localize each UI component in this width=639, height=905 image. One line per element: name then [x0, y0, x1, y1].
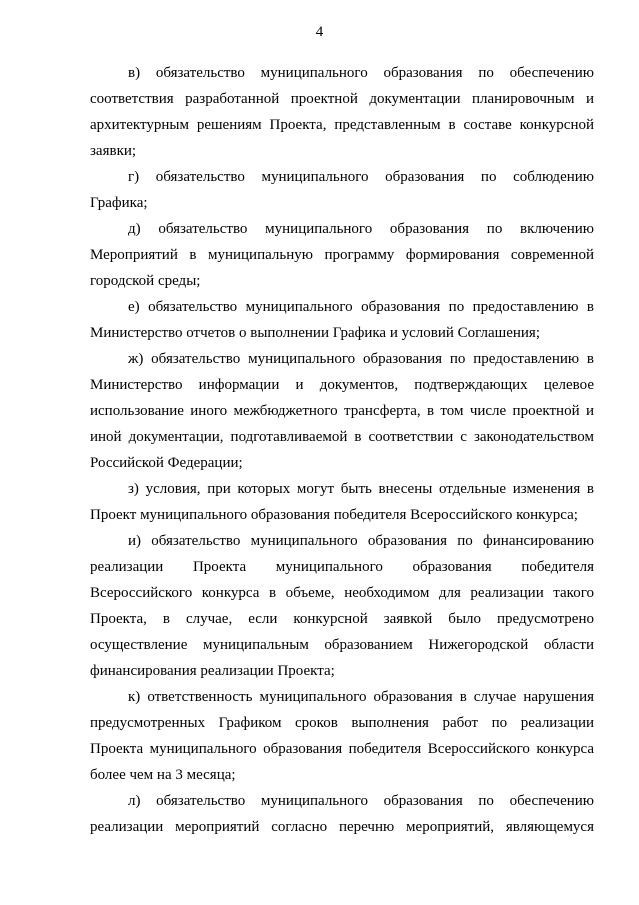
- text-line: к) ответственность муниципального образования в случае нарушения: [128, 689, 594, 705]
- text-line: архитектурным решениям Проекта, представленным в составе конкурсной: [90, 117, 594, 133]
- text-line: иной документации, подготавливаемой в соответствии с законодательством: [90, 429, 594, 445]
- text-line: Мероприятий в муниципальную программу формирования современной: [90, 247, 594, 263]
- text-line: г) обязательство муниципального образования по соблюдению: [128, 169, 594, 185]
- text-line: ж) обязательство муниципального образования по предоставлению в: [128, 351, 594, 367]
- paragraph-g: [90, 164, 594, 216]
- page-number: 4: [315, 24, 324, 40]
- text-line: городской среды;: [90, 273, 201, 289]
- text-line: л) обязательство муниципального образования по обеспечению: [128, 793, 594, 809]
- text-line: д) обязательство муниципального образования по включению: [128, 221, 594, 237]
- text-line: з) условия, при которых могут быть внесены отдельные изменения в: [128, 481, 594, 497]
- paragraph-i: [90, 528, 594, 684]
- text-line: осуществление муниципальным образованием Нижегородской области: [90, 637, 594, 653]
- text-line: соответствия разработанной проектной документации планировочным и: [90, 91, 594, 107]
- text-line: Проект муниципального образования победителя Всероссийского конкурса;: [90, 507, 578, 523]
- text-line: реализации мероприятий согласно перечню мероприятий, являющемуся: [90, 819, 594, 835]
- paragraph-l: [90, 788, 594, 840]
- document-body: [90, 60, 594, 840]
- text-line: Российской Федерации;: [90, 455, 243, 471]
- text-line: более чем на 3 месяца;: [90, 767, 236, 783]
- text-line: Проекта, в случае, если конкурсной заявкой было предусмотрено: [90, 611, 594, 627]
- text-line: использование иного межбюджетного трансферта, в том числе проектной и: [90, 403, 594, 419]
- text-line: Министерство информации и документов, подтверждающих целевое: [90, 377, 594, 393]
- paragraph-v: [90, 60, 594, 164]
- paragraph-e: [90, 294, 594, 346]
- text-line: заявки;: [90, 143, 137, 159]
- text-line: Графика;: [90, 195, 148, 211]
- text-line: в) обязательство муниципального образования по обеспечению: [128, 65, 594, 81]
- paragraph-k: [90, 684, 594, 788]
- text-line: финансирования реализации Проекта;: [90, 663, 335, 679]
- text-line: Проекта муниципального образования победителя Всероссийского конкурса: [90, 741, 594, 757]
- paragraph-zh: [90, 346, 594, 476]
- text-line: Министерство отчетов о выполнении Графика и условий Соглашения;: [90, 325, 540, 341]
- text-line: и) обязательство муниципального образования по финансированию: [128, 533, 594, 549]
- paragraph-z: [90, 476, 594, 528]
- text-line: е) обязательство муниципального образования по предоставлению в: [128, 299, 594, 315]
- paragraph-d: [90, 216, 594, 294]
- text-line: Всероссийского конкурса в объеме, необходимом для реализации такого: [90, 585, 594, 601]
- text-line: предусмотренных Графиком сроков выполнения работ по реализации: [90, 715, 594, 731]
- text-line: реализации Проекта муниципального образования победителя: [90, 559, 594, 575]
